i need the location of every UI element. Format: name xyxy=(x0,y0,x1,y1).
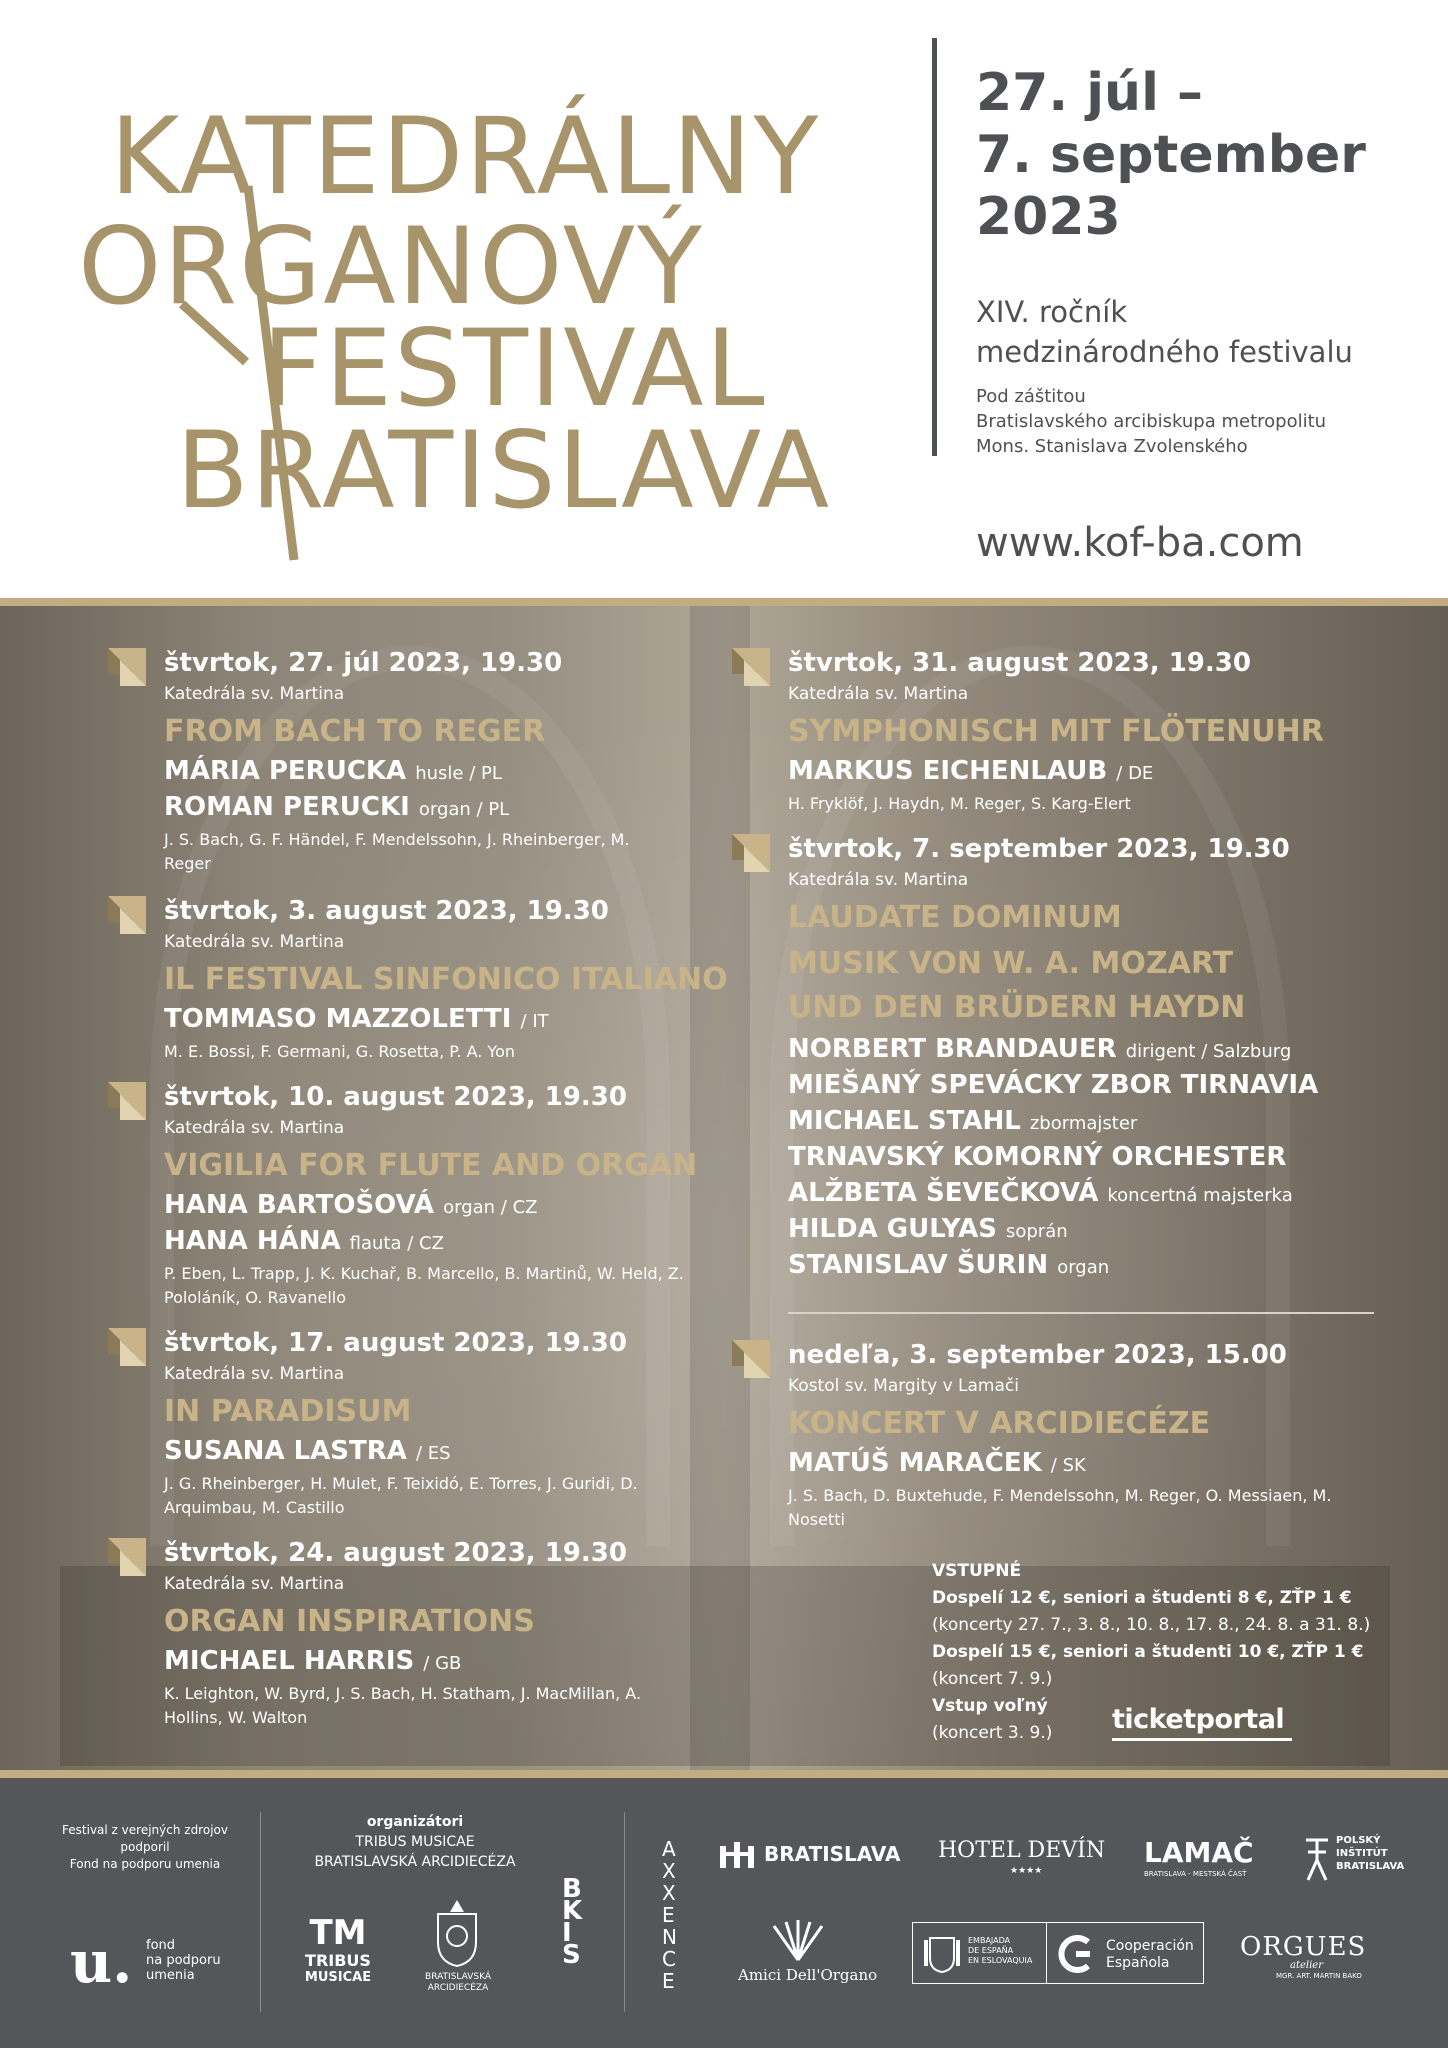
festival-edition xyxy=(976,292,1353,372)
event-title-line: UND DEN BRÜDERN HAYDN xyxy=(788,990,1246,1025)
performer-role: / ES xyxy=(415,1443,451,1464)
event-venue: Katedrála sv. Martina xyxy=(164,932,345,952)
arcidieceza-logo-text xyxy=(410,1972,506,1994)
performer-name: ALŽBETA ŠEVEČKOVÁ xyxy=(788,1178,1099,1208)
performer-name: STANISLAV ŠURIN xyxy=(788,1250,1049,1280)
event-marker-icon xyxy=(108,1328,146,1366)
performer-name: MICHAEL HARRIS xyxy=(164,1646,415,1676)
performer-name: SUSANA LASTRA xyxy=(164,1436,407,1466)
event-performer xyxy=(788,1070,1318,1100)
patronage-line-1: Pod záštitou xyxy=(976,386,1086,407)
performer-role: flauta / CZ xyxy=(349,1233,444,1254)
event-performer xyxy=(164,1004,549,1034)
fund-logo-line-3: umenia xyxy=(146,1968,195,1983)
performer-role: koncertná majsterka xyxy=(1107,1185,1293,1206)
website-link[interactable]: www.kof-ba.com xyxy=(976,520,1304,566)
header xyxy=(0,0,1448,598)
fund-logo-text xyxy=(146,1938,246,1983)
performer-role: organ / PL xyxy=(418,799,510,820)
event-marker-icon xyxy=(732,1340,770,1378)
polish-institute-icon xyxy=(1302,1836,1332,1884)
performer-name: NORBERT BRANDAUER xyxy=(788,1034,1117,1064)
event-marker-icon xyxy=(732,834,770,872)
festival-dates-line-3: 2023 xyxy=(976,187,1121,247)
lamac-logo: LAMAČ xyxy=(1144,1836,1254,1869)
event-date: nedeľa, 3. september 2023, 15.00 xyxy=(788,1340,1287,1370)
header-divider xyxy=(932,38,937,456)
footer-separator xyxy=(260,1812,261,2012)
footer-separator xyxy=(624,1812,625,2012)
event-venue: Kostol sv. Margity v Lamači xyxy=(788,1376,1019,1396)
performer-name: TRNAVSKÝ KOMORNÝ ORCHESTER xyxy=(788,1142,1287,1172)
tribus-musicae-logo xyxy=(300,1914,376,1985)
tm-logo-line-2: MUSICAE xyxy=(304,1970,372,1985)
performer-role: / DE xyxy=(1116,763,1154,784)
event-date: štvrtok, 10. august 2023, 19.30 xyxy=(164,1082,627,1112)
performer-name: TOMMASO MAZZOLETTI xyxy=(164,1004,512,1034)
ticket-free: Vstup voľný xyxy=(932,1696,1048,1716)
fund-logo-line-2: na podporu xyxy=(146,1953,221,1968)
festival-title-line-4: BRATISLAVA xyxy=(176,409,832,532)
orgues-name: MGR. ART. MARTIN BAKO xyxy=(1276,1972,1362,1980)
polish-institute-logo xyxy=(1336,1834,1404,1873)
hotel-devin-logo: HOTEL DEVÍN xyxy=(938,1838,1106,1863)
performer-name: HANA BARTOŠOVÁ xyxy=(164,1190,435,1220)
ticketportal-logo[interactable]: ticketportal xyxy=(1112,1704,1285,1735)
axxence-logo: AXXENCE xyxy=(662,1837,677,1993)
event-performer xyxy=(788,1178,1293,1208)
performer-role: husle / PL xyxy=(415,763,502,784)
festival-dates-line-1: 27. júl – xyxy=(976,63,1203,123)
bkis-logo: BKIS xyxy=(562,1874,583,1970)
organizer-1: TRIBUS MUSICAE xyxy=(355,1834,475,1850)
event-performer xyxy=(164,1646,461,1676)
ticketportal-underline xyxy=(1112,1738,1292,1741)
event-title-line: LAUDATE DOMINUM xyxy=(788,900,1122,935)
event-title: FROM BACH TO REGER xyxy=(164,714,546,749)
event-date: štvrtok, 7. september 2023, 19.30 xyxy=(788,834,1290,864)
program-section xyxy=(0,598,1448,1778)
event-title-line: MUSIK VON W. A. MOZART xyxy=(788,946,1234,981)
patronage-line-3: Mons. Stanislava Zvolenského xyxy=(976,436,1248,457)
performer-role: / GB xyxy=(423,1653,462,1674)
arcidieceza-crest-icon xyxy=(424,1898,490,1968)
performer-name: MATÚŠ MARAČEK xyxy=(788,1448,1042,1478)
event-venue: Katedrála sv. Martina xyxy=(164,1574,345,1594)
performer-name: MÁRIA PERUCKA xyxy=(164,756,407,786)
arcidieceza-logo-line-1: BRATISLAVSKÁ xyxy=(425,1972,491,1982)
footer xyxy=(0,1778,1448,2048)
event-title: KONCERT V ARCIDIECÉZE xyxy=(788,1406,1211,1441)
event-marker-icon xyxy=(108,896,146,934)
orgues-subtitle: atelier xyxy=(1290,1960,1323,1971)
edition-line-2: medzinárodného festivalu xyxy=(976,335,1353,369)
festival-title-line-3: FESTIVAL xyxy=(262,307,767,430)
event-venue: Katedrála sv. Martina xyxy=(788,870,969,890)
event-date: štvrtok, 17. august 2023, 19.30 xyxy=(164,1328,627,1358)
event-marker-icon xyxy=(108,1538,146,1576)
event-performer xyxy=(164,756,502,786)
event-performer xyxy=(788,1250,1109,1280)
event-performer xyxy=(788,1034,1291,1064)
event-program: J. G. Rheinberger, H. Mulet, F. Teixidó, E. Torres, J. Guridi, D. Arquimbau, M. Castillo xyxy=(164,1474,638,1517)
festival-title-line-2: ORGANOVÝ xyxy=(78,205,704,328)
event-title: ORGAN INSPIRATIONS xyxy=(164,1604,535,1639)
polish-logo-line-1: POLSKÝ xyxy=(1336,1835,1381,1846)
event-performer xyxy=(788,1106,1137,1136)
event-venue: Katedrála sv. Martina xyxy=(788,684,969,704)
performer-role: organ / CZ xyxy=(443,1197,538,1218)
orgues-logo: ORGUES xyxy=(1240,1932,1367,1962)
spain-coat-of-arms-icon xyxy=(922,1932,962,1974)
ticket-price-2: Dospelí 15 €, seniori a študenti 10 €, ZŤP 1 € xyxy=(932,1642,1364,1662)
performer-name: HANA HÁNA xyxy=(164,1226,341,1256)
event-program: M. E. Bossi, F. Germani, G. Rosetta, P. A. Yon xyxy=(164,1042,516,1061)
cooperacion-logo xyxy=(1106,1938,1194,1972)
performer-name: ROMAN PERUCKI xyxy=(164,792,410,822)
performer-role: soprán xyxy=(1005,1221,1068,1242)
event-title: VIGILIA FOR FLUTE AND ORGAN xyxy=(164,1148,698,1183)
amici-logo: Amici Dell'Organo xyxy=(738,1966,878,1984)
event-performer xyxy=(164,1190,538,1220)
event-program: P. Eben, L. Trapp, J. K. Kuchař, B. Marcello, B. Martinů, W. Held, Z. Pololáník, O. Ravanello xyxy=(164,1264,684,1307)
event-venue: Katedrála sv. Martina xyxy=(164,1364,345,1384)
event-program: J. S. Bach, D. Buxtehude, F. Mendelssohn, M. Reger, O. Messiaen, M. Nosetti xyxy=(788,1486,1332,1529)
polish-logo-line-2: INŠTITÚT xyxy=(1336,1848,1388,1859)
organizer-2: BRATISLAVSKÁ ARCIDIECÉZA xyxy=(314,1854,516,1870)
spain-logo-divider xyxy=(1046,1922,1047,1984)
event-performer xyxy=(788,1142,1286,1172)
festival-dates xyxy=(976,62,1366,248)
ticket-note-3: (koncert 3. 9.) xyxy=(932,1723,1053,1743)
event-program: J. S. Bach, G. F. Händel, F. Mendelssohn, J. Rheinberger, M. Reger xyxy=(164,830,630,873)
embajada-logo xyxy=(968,1936,1032,1966)
event-performer xyxy=(164,1436,451,1466)
support-text xyxy=(40,1822,250,1873)
fund-logo-icon: u. xyxy=(70,1928,133,1996)
tm-logo-mark: TM xyxy=(309,1913,367,1953)
organizers-label: organizátori xyxy=(366,1814,464,1830)
event-performer xyxy=(164,792,509,822)
patronage-line-2: Bratislavského arcibiskupa metropolitu xyxy=(976,411,1327,432)
title-decoration xyxy=(0,0,900,598)
ticket-price-1: Dospelí 12 €, seniori a študenti 8 €, ZŤP 1 € xyxy=(932,1588,1352,1608)
edition-line-1: XIV. ročník xyxy=(976,295,1128,329)
fund-logo-line-1: fond xyxy=(146,1938,176,1953)
section-divider xyxy=(788,1312,1374,1314)
bratislava-city-icon xyxy=(718,1840,756,1870)
embajada-line-1: EMBAJADA xyxy=(968,1936,1011,1945)
performer-role: / IT xyxy=(520,1011,549,1032)
cooperacion-line-2: Española xyxy=(1106,1955,1170,1971)
ticket-note-1: (koncerty 27. 7., 3. 8., 10. 8., 17. 8., 24. 8. a 31. 8.) xyxy=(932,1615,1371,1635)
event-date: štvrtok, 24. august 2023, 19.30 xyxy=(164,1538,627,1568)
festival-title-line-1: KATEDRÁLNY xyxy=(110,95,821,218)
event-venue: Katedrála sv. Martina xyxy=(164,684,345,704)
performer-role: dirigent / Salzburg xyxy=(1125,1041,1292,1062)
event-date: štvrtok, 27. júl 2023, 19.30 xyxy=(164,648,563,678)
event-performer xyxy=(788,756,1153,786)
performer-name: HILDA GULYAS xyxy=(788,1214,997,1244)
event-program: H. Fryklöf, J. Haydn, M. Reger, S. Karg-Elert xyxy=(788,794,1131,813)
support-line-2: podporil xyxy=(120,1840,170,1854)
bratislava-logo: BRATISLAVA xyxy=(764,1842,901,1866)
performer-name: MIEŠANÝ SPEVÁCKY ZBOR TIRNAVIA xyxy=(788,1070,1319,1100)
performer-role: / SK xyxy=(1050,1455,1086,1476)
lamac-subtitle: BRATISLAVA - MESTSKÁ ČASŤ xyxy=(1144,1870,1247,1878)
support-line-1: Festival z verejných zdrojov xyxy=(62,1823,228,1837)
event-venue: Katedrála sv. Martina xyxy=(164,1118,345,1138)
event-date: štvrtok, 3. august 2023, 19.30 xyxy=(164,896,609,926)
event-title: IL FESTIVAL SINFONICO ITALIANO xyxy=(164,962,728,997)
cooperacion-icon xyxy=(1058,1934,1098,1974)
arcidieceza-logo-line-2: ARCIDIECÉZA xyxy=(427,1983,489,1993)
performer-name: MARKUS EICHENLAUB xyxy=(788,756,1108,786)
event-marker-icon xyxy=(108,1082,146,1120)
embajada-line-3: EN ESLOVAQUIA xyxy=(968,1956,1033,1965)
performer-name: MICHAEL STAHL xyxy=(788,1106,1021,1136)
amici-organ-icon xyxy=(766,1918,830,1962)
hotel-stars: ★★★★ xyxy=(1010,1866,1043,1876)
event-program: K. Leighton, W. Byrd, J. S. Bach, H. Statham, J. MacMillan, A. Hollins, W. Walton xyxy=(164,1684,642,1727)
event-title: SYMPHONISCH MIT FLÖTENUHR xyxy=(788,714,1324,749)
performer-role: zbormajster xyxy=(1029,1113,1138,1134)
event-title: IN PARADISUM xyxy=(164,1394,412,1429)
embajada-line-2: DE ESPAÑA xyxy=(968,1946,1014,1955)
cooperacion-line-1: Cooperación xyxy=(1106,1938,1194,1954)
event-marker-icon xyxy=(732,648,770,686)
ticket-note-2: (koncert 7. 9.) xyxy=(932,1669,1053,1689)
performer-role: organ xyxy=(1057,1257,1110,1278)
event-performer xyxy=(788,1448,1086,1478)
event-marker-icon xyxy=(108,648,146,686)
ticket-heading: VSTUPNÉ xyxy=(932,1561,1022,1581)
event-performer xyxy=(788,1214,1068,1244)
event-performer xyxy=(164,1226,444,1256)
polish-logo-line-3: BRATISLAVA xyxy=(1336,1861,1405,1872)
event-date: štvrtok, 31. august 2023, 19.30 xyxy=(788,648,1251,678)
support-line-3: Fond na podporu umenia xyxy=(69,1857,221,1871)
festival-dates-line-2: 7. september xyxy=(976,125,1366,185)
tm-logo-line-1: TRIBUS xyxy=(305,1951,371,1970)
organizers-block xyxy=(280,1812,550,1872)
patronage xyxy=(976,384,1326,459)
